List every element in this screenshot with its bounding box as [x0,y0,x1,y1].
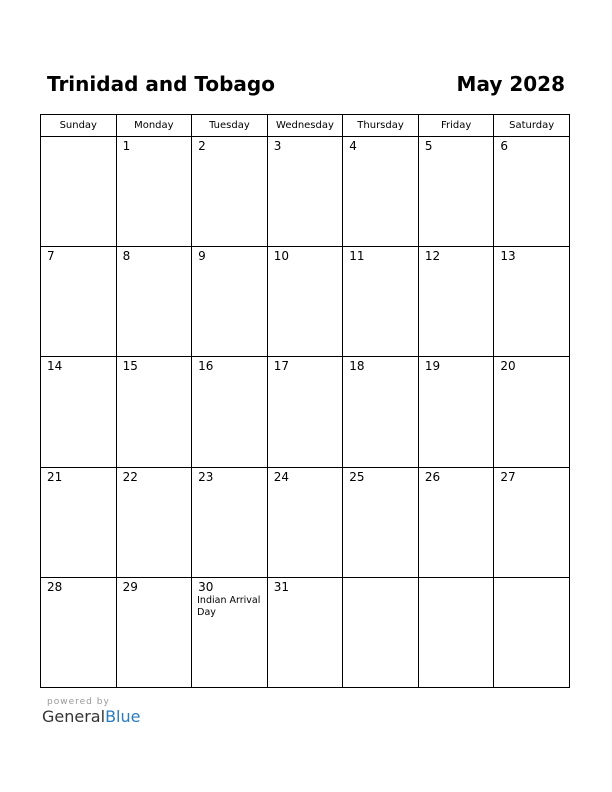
weekday-header: Saturday [494,115,570,137]
day-number: 28 [47,579,63,594]
weekday-header: Wednesday [267,115,343,137]
day-number: 7 [47,249,55,264]
day-number: 6 [500,139,509,153]
day-cell [192,137,268,247]
day-cell [192,577,268,687]
day-number: 27 [500,469,516,484]
day-cell [343,467,419,577]
day-cell [267,357,343,467]
day-number: 29 [122,579,138,594]
day-number: 12 [424,249,441,264]
day-number: 20 [500,359,516,374]
week-row [41,247,570,357]
weekday-header: Monday [116,115,192,137]
weekday-header-row [41,115,570,137]
day-cell [116,247,192,357]
holiday-label: Indian Arrival Day [197,594,261,618]
day-number: 23 [198,469,214,484]
day-number: 13 [500,249,516,264]
day-number: 1 [122,139,131,153]
day-number: 30 [198,579,214,594]
brand-footer [42,697,140,727]
day-cell [192,467,268,577]
week-row [41,577,570,687]
day-number: 26 [424,469,441,484]
day-cell [116,577,192,687]
day-number: 15 [122,359,138,374]
day-cell [343,357,419,467]
day-cell [494,357,570,467]
empty-day-cell [343,577,419,687]
day-number: 9 [198,249,206,264]
month-year-title: May 2028 [456,72,565,96]
day-number: 24 [273,469,289,484]
day-cell [41,467,117,577]
logo-blue-text: Blue [105,707,141,726]
weekday-header: Sunday [41,115,117,137]
day-cell [267,137,343,247]
day-number: 3 [273,139,282,153]
day-cell [494,137,570,247]
day-cell [41,577,117,687]
day-number: 21 [47,469,63,484]
day-cell [116,467,192,577]
day-cell [116,137,192,247]
weekday-header: Tuesday [192,115,268,137]
day-number: 31 [273,579,289,594]
powered-by-text: powered by [47,697,110,707]
day-number: 25 [349,469,365,484]
day-cell [267,467,343,577]
week-row [41,357,570,467]
day-number: 10 [273,249,289,264]
day-cell [494,247,570,357]
day-number: 19 [424,359,441,374]
country-title: Trinidad and Tobago [47,72,275,96]
day-cell [192,247,268,357]
empty-day-cell [494,577,570,687]
week-row [41,467,570,577]
day-number: 5 [424,139,433,153]
day-number: 18 [349,359,365,374]
day-cell [343,247,419,357]
day-cell [494,467,570,577]
day-number: 22 [122,469,138,484]
day-cell [116,357,192,467]
day-cell [267,247,343,357]
day-number: 4 [349,139,357,153]
day-cell [343,137,419,247]
day-cell [418,137,494,247]
empty-day-cell [41,137,117,247]
day-number: 11 [349,249,365,264]
day-cell [41,357,117,467]
day-cell [267,577,343,687]
day-cell [418,467,494,577]
day-cell [192,357,268,467]
day-number: 8 [122,249,131,264]
day-cell [418,247,494,357]
day-number: 16 [198,359,214,374]
calendar-grid [40,114,570,688]
generalblue-logo[interactable] [42,707,140,727]
day-number: 17 [273,359,289,374]
logo-general-text: General [42,707,106,726]
weekday-header: Thursday [343,115,419,137]
weekday-header: Friday [418,115,494,137]
day-cell [41,247,117,357]
day-number: 14 [47,359,63,374]
week-row [41,137,570,247]
day-cell [418,357,494,467]
empty-day-cell [418,577,494,687]
day-number: 2 [198,139,206,153]
